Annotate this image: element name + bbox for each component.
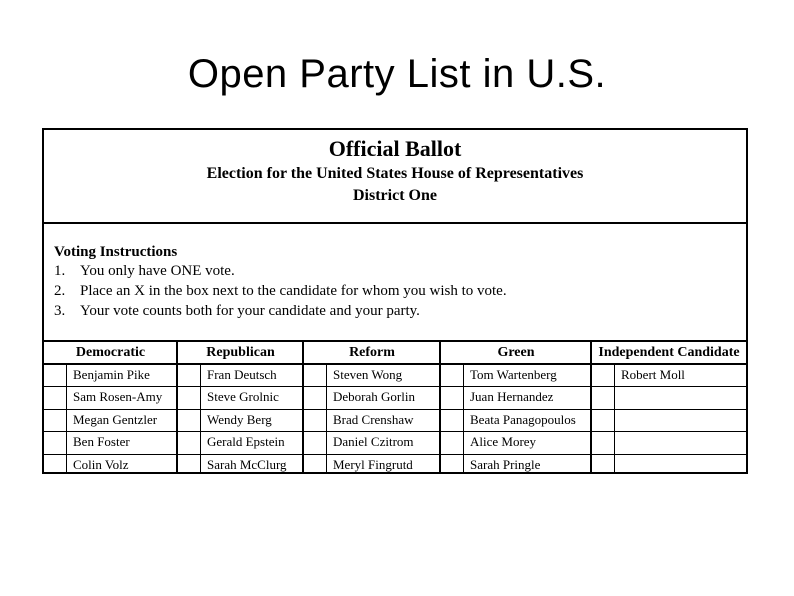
vote-checkbox[interactable]	[304, 409, 326, 431]
slide-title: Open Party List in U.S.	[187, 52, 607, 96]
vote-checkbox[interactable]	[592, 431, 614, 453]
instruction-text: Place an X in the box next to the candidate for whom you wish to vote.	[80, 283, 507, 299]
vote-checkbox[interactable]	[441, 409, 463, 431]
candidate-name: Brad Crenshaw	[333, 412, 414, 427]
vote-checkbox[interactable]	[304, 386, 326, 408]
candidate-name: Sarah McClurg	[207, 457, 287, 472]
vote-checkbox[interactable]	[592, 454, 614, 476]
candidate-name: Steven Wong	[333, 367, 403, 382]
ballot-title: Official Ballot	[328, 136, 462, 161]
instruction-text: Your vote counts both for your candidate and your party.	[80, 303, 420, 319]
checkbox-divider	[463, 364, 464, 472]
ballot	[42, 128, 748, 474]
instruction-item	[54, 263, 235, 280]
candidate-name: Megan Gentzler	[73, 412, 158, 427]
checkbox-divider	[326, 364, 327, 472]
candidate-name: Colin Volz	[73, 457, 129, 472]
candidate-name: Steve Grolnic	[207, 389, 279, 404]
vote-checkbox[interactable]	[441, 386, 463, 408]
party-header: Democratic	[75, 345, 146, 360]
instruction-text: You only have ONE vote.	[80, 263, 235, 279]
vote-checkbox[interactable]	[44, 454, 66, 476]
ballot-district: District One	[353, 187, 437, 204]
vote-checkbox[interactable]	[178, 386, 200, 408]
candidate-name: Gerald Epstein	[207, 434, 285, 449]
vote-checkbox[interactable]	[178, 409, 200, 431]
candidate-name: Juan Hernandez	[470, 389, 554, 404]
voting-instructions	[44, 224, 746, 342]
candidate-name: Daniel Czitrom	[333, 434, 414, 449]
party-header: Independent Candidate	[598, 345, 740, 360]
instruction-number: 3.	[54, 303, 66, 319]
checkbox-divider	[200, 364, 201, 472]
party-header: Green	[497, 345, 535, 360]
candidate-name: Ben Foster	[73, 434, 130, 449]
candidate-name: Tom Wartenberg	[470, 367, 557, 382]
vote-checkbox[interactable]	[44, 431, 66, 453]
vote-checkbox[interactable]	[441, 454, 463, 476]
vote-checkbox[interactable]	[178, 454, 200, 476]
instruction-number: 2.	[54, 283, 66, 299]
ballot-header	[44, 130, 746, 224]
vote-checkbox[interactable]	[44, 409, 66, 431]
vote-checkbox[interactable]	[178, 431, 200, 453]
vote-checkbox[interactable]	[178, 364, 200, 386]
vote-checkbox[interactable]	[304, 454, 326, 476]
vote-checkbox[interactable]	[44, 364, 66, 386]
checkbox-divider	[66, 364, 67, 472]
candidate-name: Alice Morey	[470, 434, 537, 449]
candidate-name: Wendy Berg	[207, 412, 272, 427]
vote-checkbox[interactable]	[441, 364, 463, 386]
vote-checkbox[interactable]	[304, 431, 326, 453]
vote-checkbox[interactable]	[304, 364, 326, 386]
vote-checkbox[interactable]	[592, 409, 614, 431]
party-header: Republican	[206, 345, 275, 360]
candidate-name: Sam Rosen-Amy	[73, 389, 163, 404]
candidate-name: Benjamin Pike	[73, 367, 150, 382]
ballot-subtitle: Election for the United States House of Representatives	[206, 165, 584, 182]
instruction-item	[54, 283, 507, 300]
vote-checkbox[interactable]	[592, 386, 614, 408]
candidate-name: Meryl Fingrutd	[333, 457, 413, 472]
checkbox-divider	[614, 364, 615, 472]
vote-checkbox[interactable]	[44, 386, 66, 408]
vote-checkbox[interactable]	[592, 364, 614, 386]
instruction-item	[54, 303, 420, 320]
candidate-name: Fran Deutsch	[207, 367, 277, 382]
party-header: Reform	[349, 345, 395, 360]
candidate-name: Beata Panagopoulos	[470, 412, 576, 427]
candidate-name: Robert Moll	[621, 367, 685, 382]
instructions-heading: Voting Instructions	[54, 244, 178, 260]
candidate-name: Deborah Gorlin	[333, 389, 415, 404]
candidate-name: Sarah Pringle	[470, 457, 541, 472]
vote-checkbox[interactable]	[441, 431, 463, 453]
candidate-grid	[44, 342, 746, 472]
instruction-number: 1.	[54, 263, 66, 279]
